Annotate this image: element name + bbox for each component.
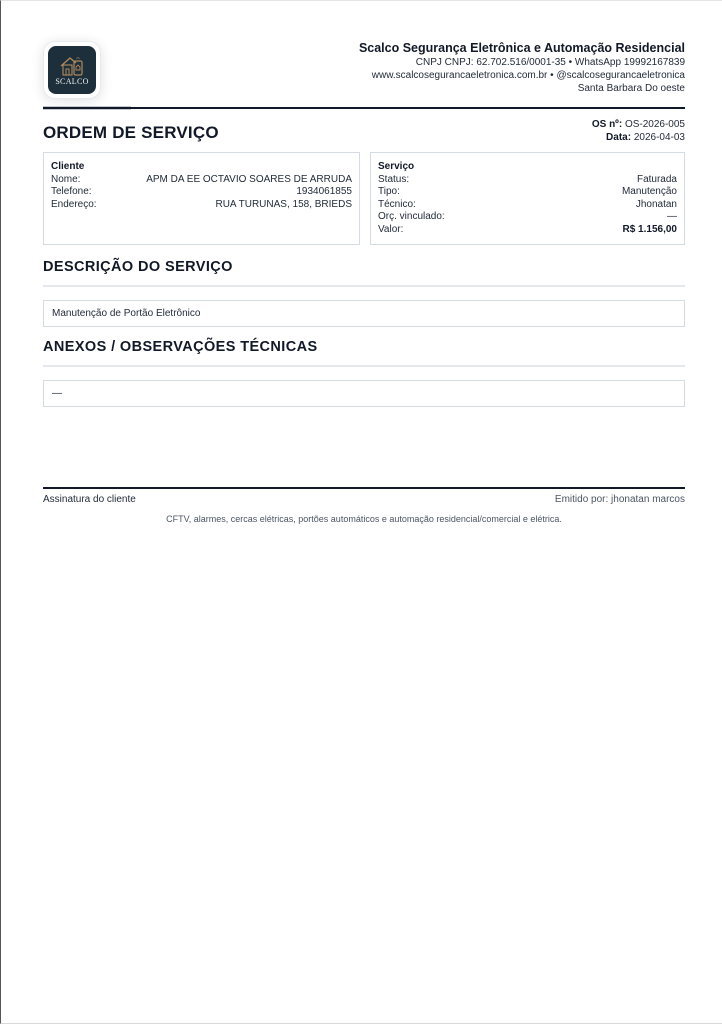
- field-label: Nome:: [51, 173, 81, 185]
- field-label: Tipo:: [378, 186, 400, 197]
- field-label: Valor:: [378, 223, 404, 235]
- client-phone-value: 1934061855: [296, 186, 352, 197]
- service-card: [370, 152, 685, 245]
- client-card: [43, 152, 360, 245]
- logo-text: SCALCO: [55, 76, 89, 86]
- client-address-value: RUA TURUNAS, 158, BRIEDS: [215, 198, 352, 210]
- company-web: www.scalcosegurancaeletronica.com.br • @scalcosegurancaeletronica: [371, 70, 685, 81]
- signature-label: Assinatura do cliente: [43, 494, 136, 505]
- page-title: ORDEM DE SERVIÇO: [43, 123, 219, 142]
- logo-badge: [48, 46, 96, 94]
- order-meta: [592, 118, 685, 144]
- field-label: Técnico:: [378, 198, 416, 210]
- service-technician-value: Jhonatan: [635, 198, 677, 210]
- os-number-label: OS nº:: [591, 119, 623, 130]
- client-phone-row: [51, 186, 352, 199]
- service-type-value: Manutenção: [621, 186, 677, 197]
- field-label: Telefone:: [51, 186, 92, 197]
- service-value-row: [378, 224, 677, 237]
- service-type-row: [378, 186, 677, 199]
- company-tagline: CFTV, alarmes, cercas elétricas, portões automáticos e automação residencial/comercial e elétrica.: [166, 514, 562, 524]
- description-title: DESCRIÇÃO DO SERVIÇO: [43, 259, 233, 275]
- house-phone-icon: [59, 55, 85, 77]
- client-name-value: APM DA EE OCTAVIO SOARES DE ARRUDA: [146, 173, 352, 185]
- client-address-row: [51, 199, 352, 212]
- client-name-row: [51, 174, 352, 187]
- signature-line: [43, 487, 685, 489]
- company-name: Scalco Segurança Eletrônica e Automação Residencial: [358, 41, 685, 55]
- issued-by: Emitido por: jhonatan marcos: [554, 494, 685, 505]
- company-city: Santa Barbara Do oeste: [577, 83, 685, 94]
- client-heading: Cliente: [51, 161, 85, 172]
- description-box: [43, 300, 685, 327]
- date-label: Data:: [606, 132, 632, 143]
- field-label: Endereço:: [51, 198, 97, 210]
- os-number-value: OS-2026-005: [624, 119, 685, 130]
- attachments-divider: [43, 365, 685, 367]
- service-quote-value: —: [667, 211, 677, 222]
- service-heading: Serviço: [378, 161, 415, 172]
- service-status-row: [378, 174, 677, 187]
- field-label: Orç. vinculado:: [378, 211, 445, 222]
- header-divider: [43, 107, 685, 109]
- company-info: [359, 41, 685, 95]
- service-quote-row: [378, 211, 677, 224]
- attachments-box: [43, 380, 685, 407]
- company-cnpj: CNPJ CNPJ: 62.702.516/0001-35 • WhatsApp 19992167839: [415, 57, 685, 68]
- description-divider: [43, 285, 685, 287]
- field-label: Status:: [378, 173, 410, 185]
- description-text: Manutenção de Portão Eletrônico: [52, 308, 201, 319]
- service-status-value: Faturada: [636, 173, 677, 185]
- company-logo: [43, 41, 101, 99]
- date-value: 2026-04-03: [633, 132, 685, 143]
- attachments-title: ANEXOS / OBSERVAÇÕES TÉCNICAS: [43, 339, 318, 355]
- service-technician-row: [378, 199, 677, 212]
- service-total-value: R$ 1.156,00: [622, 223, 677, 235]
- attachments-text: —: [52, 388, 62, 399]
